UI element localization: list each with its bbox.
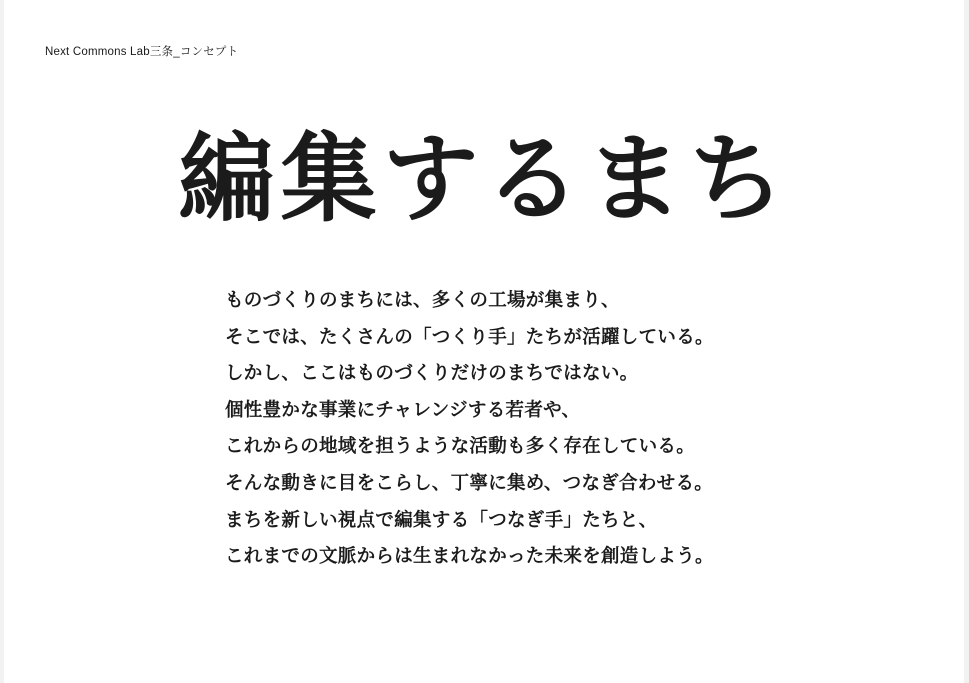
- body-line: 個性豊かな事業にチャレンジする若者や、: [225, 399, 581, 421]
- left-edge-strip: [0, 0, 4, 683]
- body-line: これからの地域を担うような活動も多く存在している。: [225, 436, 696, 458]
- body-line: ものづくりのまちには、多くの工場が集まり、: [225, 290, 620, 311]
- body-line: そんな動きに目をこらし、丁寧に集め、つなぎ合わせる。: [225, 472, 714, 494]
- right-edge-strip: [964, 0, 969, 683]
- body-text-block: [225, 283, 865, 576]
- body-line: そこでは、たくさんの「つくり手」たちが活躍している。: [225, 326, 714, 348]
- body-line: しかし、ここはものづくりだけのまちではない。: [225, 363, 639, 385]
- page-title: 編集するまち: [178, 123, 791, 235]
- body-line: まちを新しい視点で編集する「つなぎ手」たちと、: [225, 509, 658, 531]
- body-line: これまでの文脈からは生まれなかった未来を創造しよう。: [225, 546, 714, 568]
- document-header-label: Next Commons Lab三条_コンセプト: [45, 46, 239, 58]
